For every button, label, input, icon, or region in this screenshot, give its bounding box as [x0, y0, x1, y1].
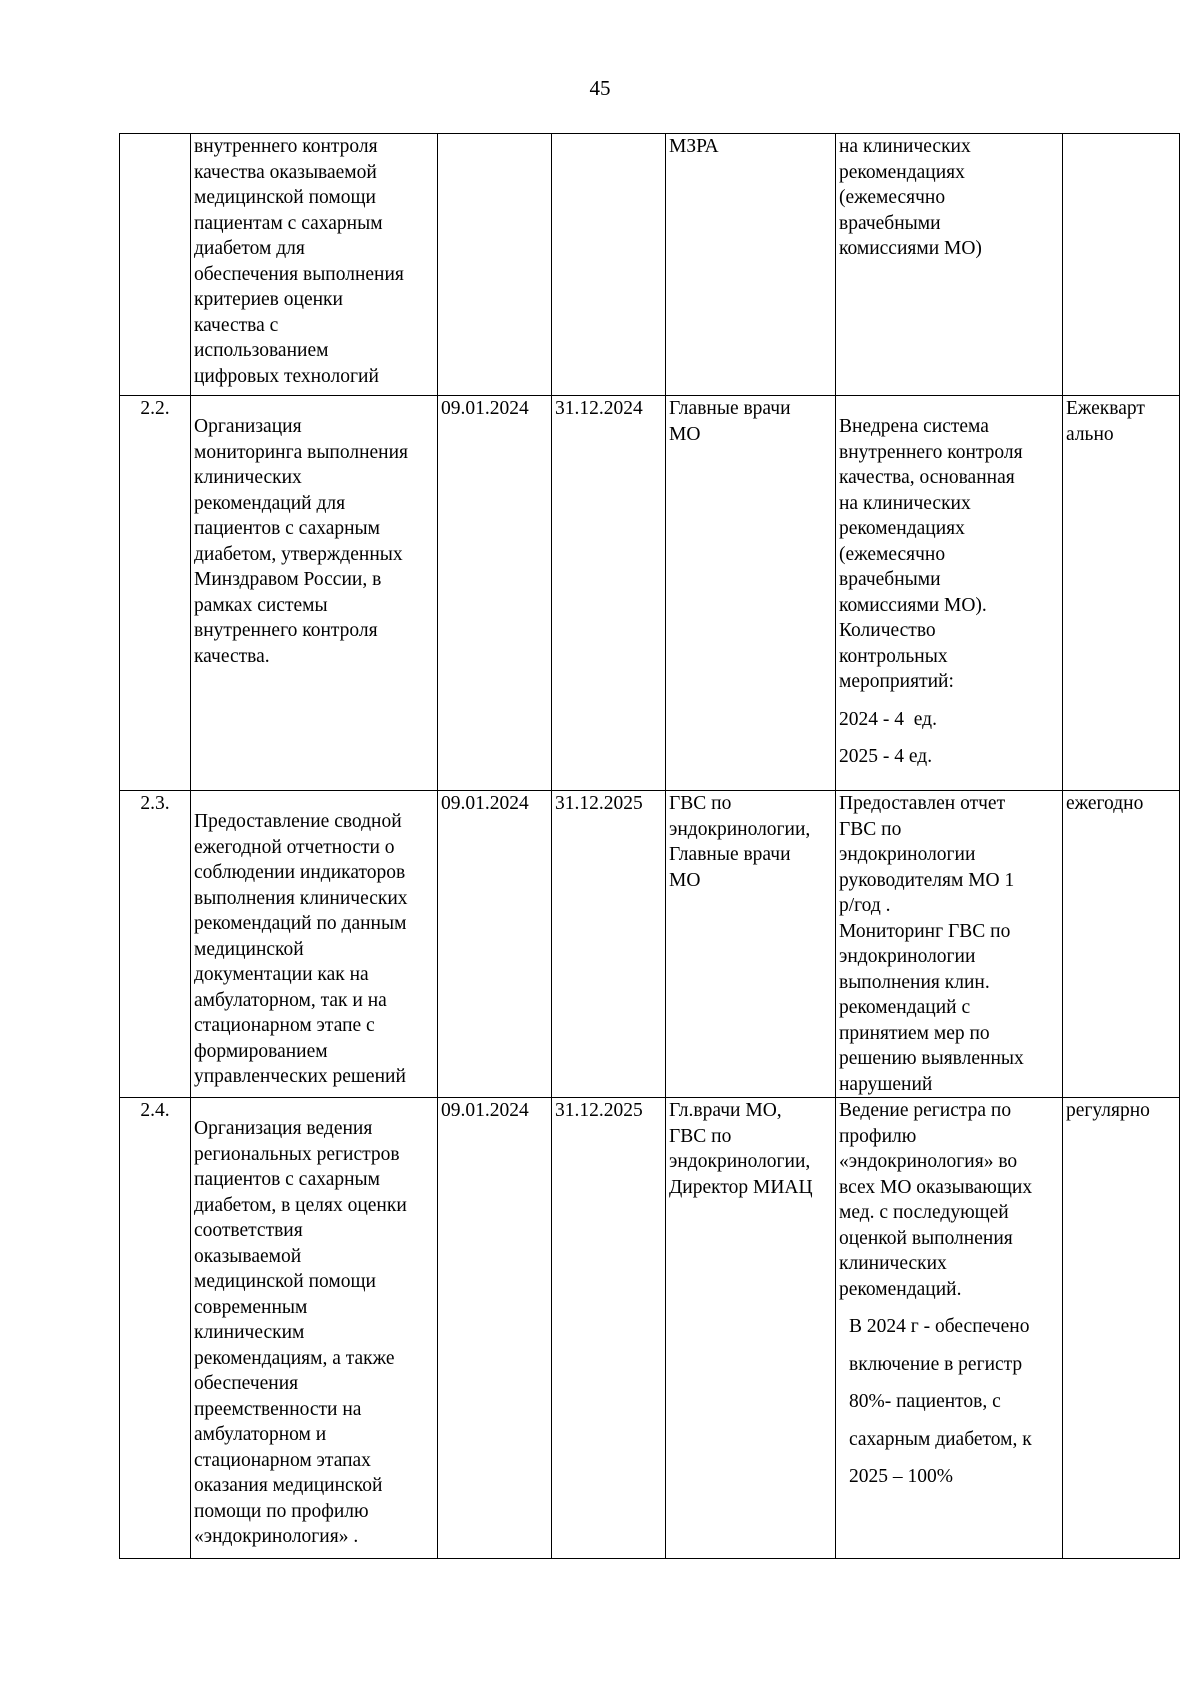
table-row	[120, 1098, 1180, 1559]
result-line: Мониторинг ГВС по	[839, 920, 1011, 942]
task-line: помощи по профилю	[194, 1500, 369, 1522]
task-line: медицинской помощи	[194, 187, 376, 208]
task-cell	[191, 396, 438, 791]
result-line: комиссиями МО).	[839, 594, 987, 616]
task-line: оказываемой	[194, 1245, 302, 1267]
task-line: соответствия	[194, 1220, 303, 1241]
task-line: обеспечения выполнения	[194, 263, 404, 285]
task-line: Организация	[194, 416, 302, 437]
task-line: рекомендаций по данным	[194, 913, 407, 934]
task-line: соблюдении индикаторов	[194, 862, 406, 883]
result-line: комиссиями МО)	[839, 238, 982, 259]
result-line: рекомендаций.	[839, 1278, 962, 1300]
responsible-cell	[666, 1098, 836, 1559]
task-line: формированием	[194, 1040, 328, 1062]
task-line: Организация ведения	[194, 1118, 373, 1139]
responsible-line: МО	[669, 869, 701, 891]
result-extra-line: сахарным диабетом, к	[849, 1428, 1032, 1450]
responsible-cell	[666, 134, 836, 396]
result-line: руководителям МО 1	[839, 869, 1015, 891]
period-cell	[1063, 396, 1180, 791]
result-line: нарушений	[839, 1073, 933, 1095]
responsible-cell	[666, 791, 836, 1098]
task-line: мониторинга выполнения	[194, 441, 409, 463]
task-line: ежегодной отчетности о	[194, 836, 395, 858]
responsible-line: Гл.врачи МО,	[669, 1100, 782, 1121]
result-line: рекомендациях	[839, 518, 965, 539]
responsible-line: эндокринологии,	[669, 818, 811, 840]
task-line: пациентов с сахарным	[194, 518, 381, 539]
task-line: медицинской	[194, 938, 304, 960]
result-cell	[836, 396, 1063, 791]
period-line: ально	[1066, 423, 1114, 445]
end-date-cell: 31.12.2025	[552, 791, 666, 1098]
task-line: управленческих решений	[194, 1066, 406, 1087]
task-line: региональных регистров	[194, 1143, 400, 1165]
task-line: рекомендациям, а также	[194, 1347, 395, 1369]
task-line: качества с	[194, 314, 279, 336]
task-line: обеспечения	[194, 1373, 299, 1394]
result-cell	[836, 1098, 1063, 1559]
task-line: пациентов с сахарным	[194, 1169, 381, 1190]
task-line: преемственности на	[194, 1398, 362, 1420]
result-line: Ведение регистра по	[839, 1100, 1012, 1121]
result-extra-line: В 2024 г - обеспечено	[849, 1316, 1030, 1337]
task-line: стационарном этапах	[194, 1449, 371, 1471]
result-line: на клинических	[839, 492, 971, 514]
end-date-cell	[552, 134, 666, 396]
row-number-cell: 2.3.	[120, 791, 191, 1098]
table-row	[120, 134, 1180, 396]
task-line: рекомендаций для	[194, 492, 346, 514]
task-line: внутреннего контроля	[194, 136, 378, 157]
start-date-cell: 09.01.2024	[438, 396, 552, 791]
task-line: критериев оценки	[194, 289, 343, 310]
result-line: (ежемесячно	[839, 543, 946, 565]
task-line: выполнения клинических	[194, 887, 408, 909]
result-line: (ежемесячно	[839, 187, 946, 208]
result-line: выполнения клин.	[839, 971, 990, 993]
result-line: мероприятий:	[839, 671, 954, 692]
result-line: контрольных	[839, 645, 948, 667]
task-cell	[191, 134, 438, 396]
task-line: диабетом для	[194, 238, 305, 259]
task-line: медицинской помощи	[194, 1271, 376, 1292]
result-line: рекомендациях	[839, 161, 965, 183]
task-cell	[191, 791, 438, 1098]
responsible-cell	[666, 396, 836, 791]
period-line: ежегодно	[1066, 793, 1144, 814]
page-number: 45	[589, 76, 611, 100]
task-line: стационарном этапе с	[194, 1015, 375, 1036]
result-line: «эндокринология» во	[839, 1151, 1018, 1172]
result-extra-line: 2025 – 100%	[849, 1466, 953, 1487]
period-line: регулярно	[1066, 1100, 1150, 1121]
result-cell	[836, 134, 1063, 396]
result-line: профилю	[839, 1125, 917, 1147]
result-line: Предоставлен отчет	[839, 793, 1006, 814]
task-line: «эндокринология» .	[194, 1526, 359, 1547]
start-date-cell	[438, 134, 552, 396]
result-line: врачебными	[839, 212, 941, 234]
task-line: клинических	[194, 467, 302, 488]
end-date-cell: 31.12.2024	[552, 396, 666, 791]
result-line: р/год .	[839, 895, 891, 916]
responsible-line: Главные врачи	[669, 844, 791, 865]
result-line: мед. с последующей	[839, 1202, 1009, 1223]
result-line: эндокринологии	[839, 946, 976, 967]
task-line: Предоставление сводной	[194, 811, 402, 832]
task-cell	[191, 1098, 438, 1559]
task-line: диабетом, в целях оценки	[194, 1194, 407, 1216]
row-number-cell	[120, 134, 191, 396]
task-line: Минздравом России, в	[194, 569, 382, 590]
task-line: амбулаторном, так и на	[194, 989, 387, 1011]
task-line: рамках системы	[194, 594, 328, 616]
responsible-line: ГВС по	[669, 1125, 732, 1147]
result-line: всех МО оказывающих	[839, 1176, 1033, 1198]
start-date-cell: 09.01.2024	[438, 1098, 552, 1559]
task-line: современным	[194, 1296, 308, 1318]
row-number-cell: 2.4.	[120, 1098, 191, 1559]
responsible-line: эндокринологии,	[669, 1151, 811, 1172]
result-line: эндокринологии	[839, 844, 976, 865]
result-line: рекомендаций с	[839, 997, 971, 1018]
task-line: диабетом, утвержденных	[194, 543, 403, 565]
task-line: пациентам с сахарным	[194, 212, 383, 234]
table-row	[120, 396, 1180, 791]
responsible-line: Директор МИАЦ	[669, 1176, 813, 1198]
task-line: документации как на	[194, 964, 369, 985]
result-line: оценкой выполнения	[839, 1227, 1013, 1249]
task-line: оказания медицинской	[194, 1475, 383, 1496]
end-date-cell: 31.12.2025	[552, 1098, 666, 1559]
result-extra-line: 2024 - 4 ед.	[839, 708, 937, 730]
responsible-line: ГВС по	[669, 793, 732, 814]
task-line: внутреннего контроля	[194, 620, 378, 641]
result-line: внутреннего контроля	[839, 441, 1023, 463]
table-row	[120, 791, 1180, 1098]
result-line: Количество	[839, 620, 936, 641]
period-cell	[1063, 134, 1180, 396]
responsible-line: МЗРА	[669, 136, 719, 157]
responsible-line: МО	[669, 423, 701, 445]
result-cell	[836, 791, 1063, 1098]
result-line: Внедрена система	[839, 416, 989, 437]
result-line: клинических	[839, 1253, 947, 1274]
result-line: качества, основанная	[839, 467, 1015, 488]
task-line: качества оказываемой	[194, 161, 377, 183]
responsible-line: Главные врачи	[669, 398, 791, 419]
period-line: Ежекварт	[1066, 398, 1145, 419]
plan-table	[119, 133, 1180, 1559]
result-line: на клинических	[839, 136, 971, 157]
result-extra-line: включение в регистр	[849, 1353, 1023, 1375]
start-date-cell: 09.01.2024	[438, 791, 552, 1098]
result-line: ГВС по	[839, 818, 902, 840]
period-cell	[1063, 791, 1180, 1098]
result-line: решению выявленных	[839, 1048, 1024, 1069]
task-line: цифровых технологий	[194, 365, 379, 387]
result-line: принятием мер по	[839, 1022, 990, 1044]
result-line: врачебными	[839, 569, 941, 590]
row-number-cell: 2.2.	[120, 396, 191, 791]
result-extra-line: 80%- пациентов, с	[849, 1391, 1001, 1412]
task-line: использованием	[194, 340, 329, 361]
result-extra-line: 2025 - 4 ед.	[839, 746, 933, 767]
task-line: качества.	[194, 645, 270, 667]
period-cell	[1063, 1098, 1180, 1559]
task-line: клиническим	[194, 1322, 305, 1343]
task-line: амбулаторном и	[194, 1424, 327, 1445]
